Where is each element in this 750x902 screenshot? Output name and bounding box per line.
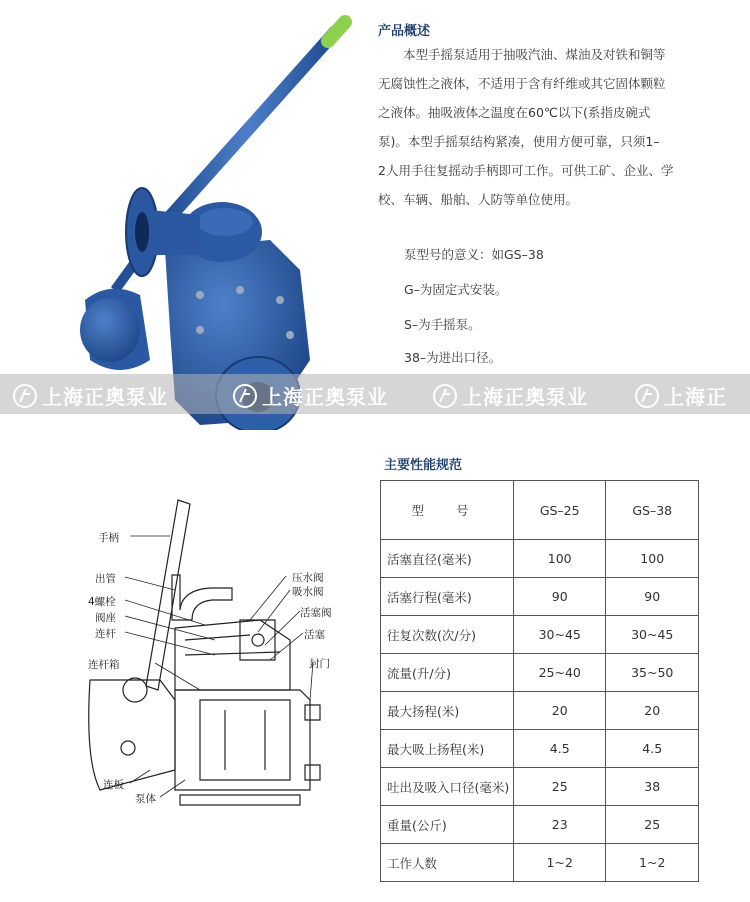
table-row	[381, 730, 699, 768]
table-row	[381, 654, 699, 692]
spec-value-gs38: 25	[606, 806, 699, 844]
spec-value-gs38: 38	[606, 768, 699, 806]
spec-value-gs25: 23	[513, 806, 606, 844]
label-valve-seat: 阀座	[95, 612, 116, 624]
overview-line-3: 之液体。抽吸液体之温度在60℃以下(系指皮碗式	[378, 105, 651, 120]
watermark-item	[432, 381, 588, 410]
logo-icon	[232, 383, 258, 409]
spec-value-gs25: 1~2	[513, 844, 606, 882]
table-row	[381, 806, 699, 844]
overview-line-6: 校、车辆、船舶、人防等单位使用。	[378, 192, 579, 207]
specs-title: 主要性能规范	[384, 458, 463, 473]
logo-icon	[432, 383, 458, 409]
spec-value-gs25: 4.5	[513, 730, 606, 768]
label-outlet: 出管	[95, 573, 116, 585]
spec-value-gs38: 1~2	[606, 844, 699, 882]
spec-value-gs38: 30~45	[606, 616, 699, 654]
spec-value-gs25: 30~45	[513, 616, 606, 654]
watermark-item	[12, 381, 168, 410]
spec-value-gs38: 35~50	[606, 654, 699, 692]
spec-header-label: 型 号	[381, 481, 514, 540]
spec-value-gs38: 100	[606, 540, 699, 578]
note-s: S–为手摇泵。	[404, 317, 481, 332]
overview-line-2: 无腐蚀性之液体，不适用于含有纤维或其它固体颗粒	[378, 76, 666, 91]
watermark-item	[232, 381, 388, 410]
spec-value-gs25: 25~40	[513, 654, 606, 692]
spec-value-gs38: 20	[606, 692, 699, 730]
table-row	[381, 768, 699, 806]
label-piston-valve: 活塞阀	[300, 607, 332, 619]
model-meaning: 泵型号的意义：如GS–38	[404, 247, 544, 262]
spec-value-gs25: 90	[513, 578, 606, 616]
overview-line-1: 本型手摇泵适用于抽吸汽油、煤油及对铁和铜等	[403, 47, 666, 62]
spec-label: 最大扬程(米)	[381, 692, 514, 730]
table-row	[381, 540, 699, 578]
label-piston: 活塞	[304, 629, 325, 641]
overview-line-5: 2人用手往复摇动手柄即可工作。可供工矿、企业、学	[378, 163, 674, 178]
label-rod: 连杆	[95, 628, 116, 640]
note-38: 38–为进出口径。	[404, 350, 502, 365]
spec-label: 活塞行程(毫米)	[381, 578, 514, 616]
spec-label: 重量(公斤)	[381, 806, 514, 844]
logo-icon	[12, 383, 38, 409]
table-row	[381, 616, 699, 654]
spec-label: 吐出及吸入口径(毫米)	[381, 768, 514, 806]
cross-section-diagram	[0, 490, 370, 820]
spec-value-gs25: 100	[513, 540, 606, 578]
logo-icon	[634, 383, 660, 409]
spec-header-gs38: GS–38	[606, 481, 699, 540]
spec-label: 往复次数(次/分)	[381, 616, 514, 654]
spec-header-row	[381, 481, 699, 540]
watermark-band	[0, 374, 750, 414]
table-row	[381, 578, 699, 616]
watermark-text: 上海正奥泵业	[42, 385, 168, 409]
overview-title: 产品概述	[378, 24, 431, 39]
label-pump-body: 泵体	[135, 793, 156, 805]
table-row	[381, 844, 699, 882]
pump-photo	[60, 10, 360, 430]
label-link-plate: 连板	[103, 779, 124, 791]
spec-label: 活塞直径(毫米)	[381, 540, 514, 578]
label-bolt: 4螺栓	[88, 596, 116, 608]
label-suction-valve: 吸水阀	[292, 586, 324, 598]
label-rod-box: 连杆箱	[88, 659, 120, 671]
spec-table	[380, 480, 699, 882]
spec-label: 最大吸上扬程(米)	[381, 730, 514, 768]
label-seal-door: 封门	[309, 658, 330, 670]
overview-line-4: 泵)。本型手摇泵结构紧凑，使用方便可靠，只须1–	[378, 134, 660, 149]
spec-label: 工作人数	[381, 844, 514, 882]
watermark-item	[634, 381, 727, 410]
spec-value-gs38: 4.5	[606, 730, 699, 768]
watermark-text: 上海正奥泵业	[262, 385, 388, 409]
overview-paragraph	[378, 40, 714, 214]
table-row	[381, 692, 699, 730]
watermark-text: 上海正奥泵业	[462, 385, 588, 409]
spec-value-gs25: 25	[513, 768, 606, 806]
label-handle: 手柄	[98, 532, 119, 544]
note-g: G–为固定式安装。	[404, 282, 508, 297]
spec-label: 流量(升/分)	[381, 654, 514, 692]
label-pressure-valve: 压水阀	[292, 572, 324, 584]
spec-value-gs25: 20	[513, 692, 606, 730]
watermark-text: 上海正	[664, 385, 727, 409]
spec-header-gs25: GS–25	[513, 481, 606, 540]
spec-value-gs38: 90	[606, 578, 699, 616]
